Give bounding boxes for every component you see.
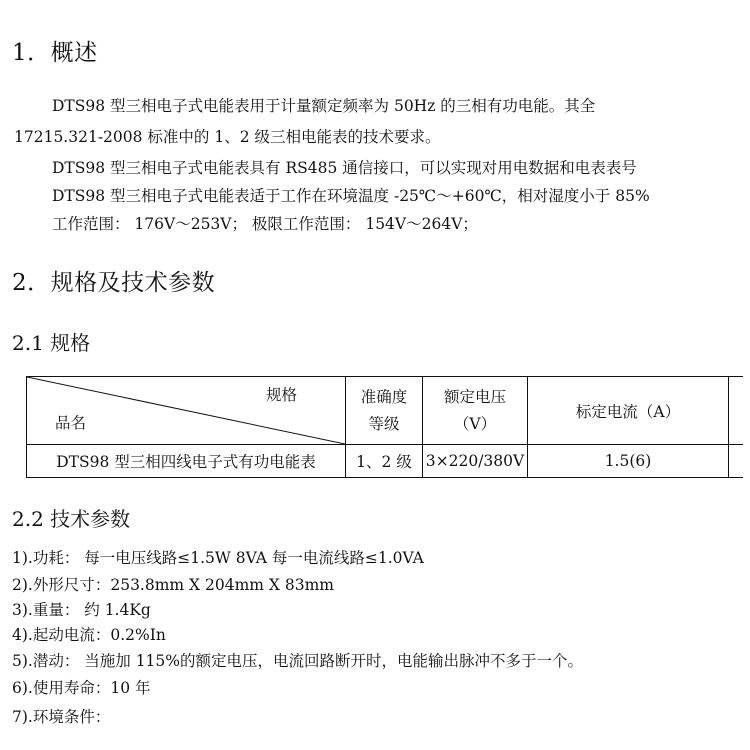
section-1-heading: 1．概述 (12, 40, 98, 66)
overview-line-3: DTS98 型三相电子式电能表具有 RS485 通信接口，可以实现对用电数据和电表表号 (52, 159, 637, 177)
param-label: 7).环境条件： (12, 708, 111, 726)
overview-line-1: DTS98 型三相电子式电能表用于计量额定频率为 50Hz 的三相有功电能。其全 (52, 97, 596, 115)
header-voltage (423, 377, 528, 445)
param-value: 10 年 (110, 679, 151, 697)
section-2-heading: 2．规格及技术参数 (12, 270, 216, 296)
header-voltage-line-2: （V） (453, 414, 497, 433)
param-label: 2).外形尺寸： (12, 576, 111, 594)
overview-line-2: 17215.321-2008 标准中的 1、2 级三相电能表的技术要求。 (14, 128, 441, 146)
subsection-2-2-heading: 2.2 技术参数 (12, 507, 131, 531)
param-item-3 (12, 598, 151, 620)
cell-current: 1.5(6) (528, 445, 729, 478)
header-clipped-cell (729, 377, 744, 445)
header-accuracy-line-1: 准确度 (360, 387, 408, 406)
param-item-5 (12, 649, 583, 671)
header-accuracy-line-2: 等级 (368, 414, 400, 433)
param-value: 约 1.4Kg (79, 601, 151, 619)
overview-line-4: DTS98 型三相电子式电能表适于工作在环境温度 -25℃～+60℃，相对湿度小于 85% (52, 187, 650, 205)
param-label: 1).功耗： (12, 549, 80, 567)
spec-table (26, 376, 743, 478)
subsection-2-1-heading: 2.1 规格 (12, 331, 91, 355)
table-row (27, 445, 744, 478)
param-label: 5).潜动： (12, 652, 80, 670)
param-value: 当施加 115%的额定电压，电流回路断开时，电能输出脉冲不多于一个。 (79, 652, 584, 670)
cell-clipped (729, 445, 744, 478)
param-value: 253.8mm X 204mm X 83mm (110, 576, 334, 594)
param-label: 3).重量： (12, 601, 80, 619)
header-spec-label: 规格 (265, 386, 297, 404)
param-item-7 (12, 705, 110, 727)
header-name-label: 品名 (55, 414, 87, 432)
table-header-row (27, 377, 744, 445)
cell-accuracy: 1、2 级 (346, 445, 423, 478)
overview-line-5: 工作范围： 176V～253V； 极限工作范围： 154V～264V； (52, 215, 478, 233)
param-item-6 (12, 676, 151, 698)
cell-product-name: DTS98 型三相四线电子式有功电能表 (27, 445, 346, 478)
param-item-2 (12, 573, 334, 595)
header-current: 标定电流（A） (528, 377, 729, 445)
param-label: 6).使用寿命： (12, 679, 111, 697)
diagonal-header-cell (27, 377, 346, 445)
cell-voltage: 3×220/380V (423, 445, 528, 478)
param-item-4 (12, 623, 166, 645)
param-value: 0.2%In (110, 626, 166, 644)
header-accuracy (346, 377, 423, 445)
param-label: 4).起动电流： (12, 626, 111, 644)
param-value: 每一电压线路≤1.5W 8VA 每一电流线路≤1.0VA (79, 549, 424, 567)
header-voltage-line-1: 额定电压 (443, 387, 506, 406)
param-item-1 (12, 546, 424, 568)
